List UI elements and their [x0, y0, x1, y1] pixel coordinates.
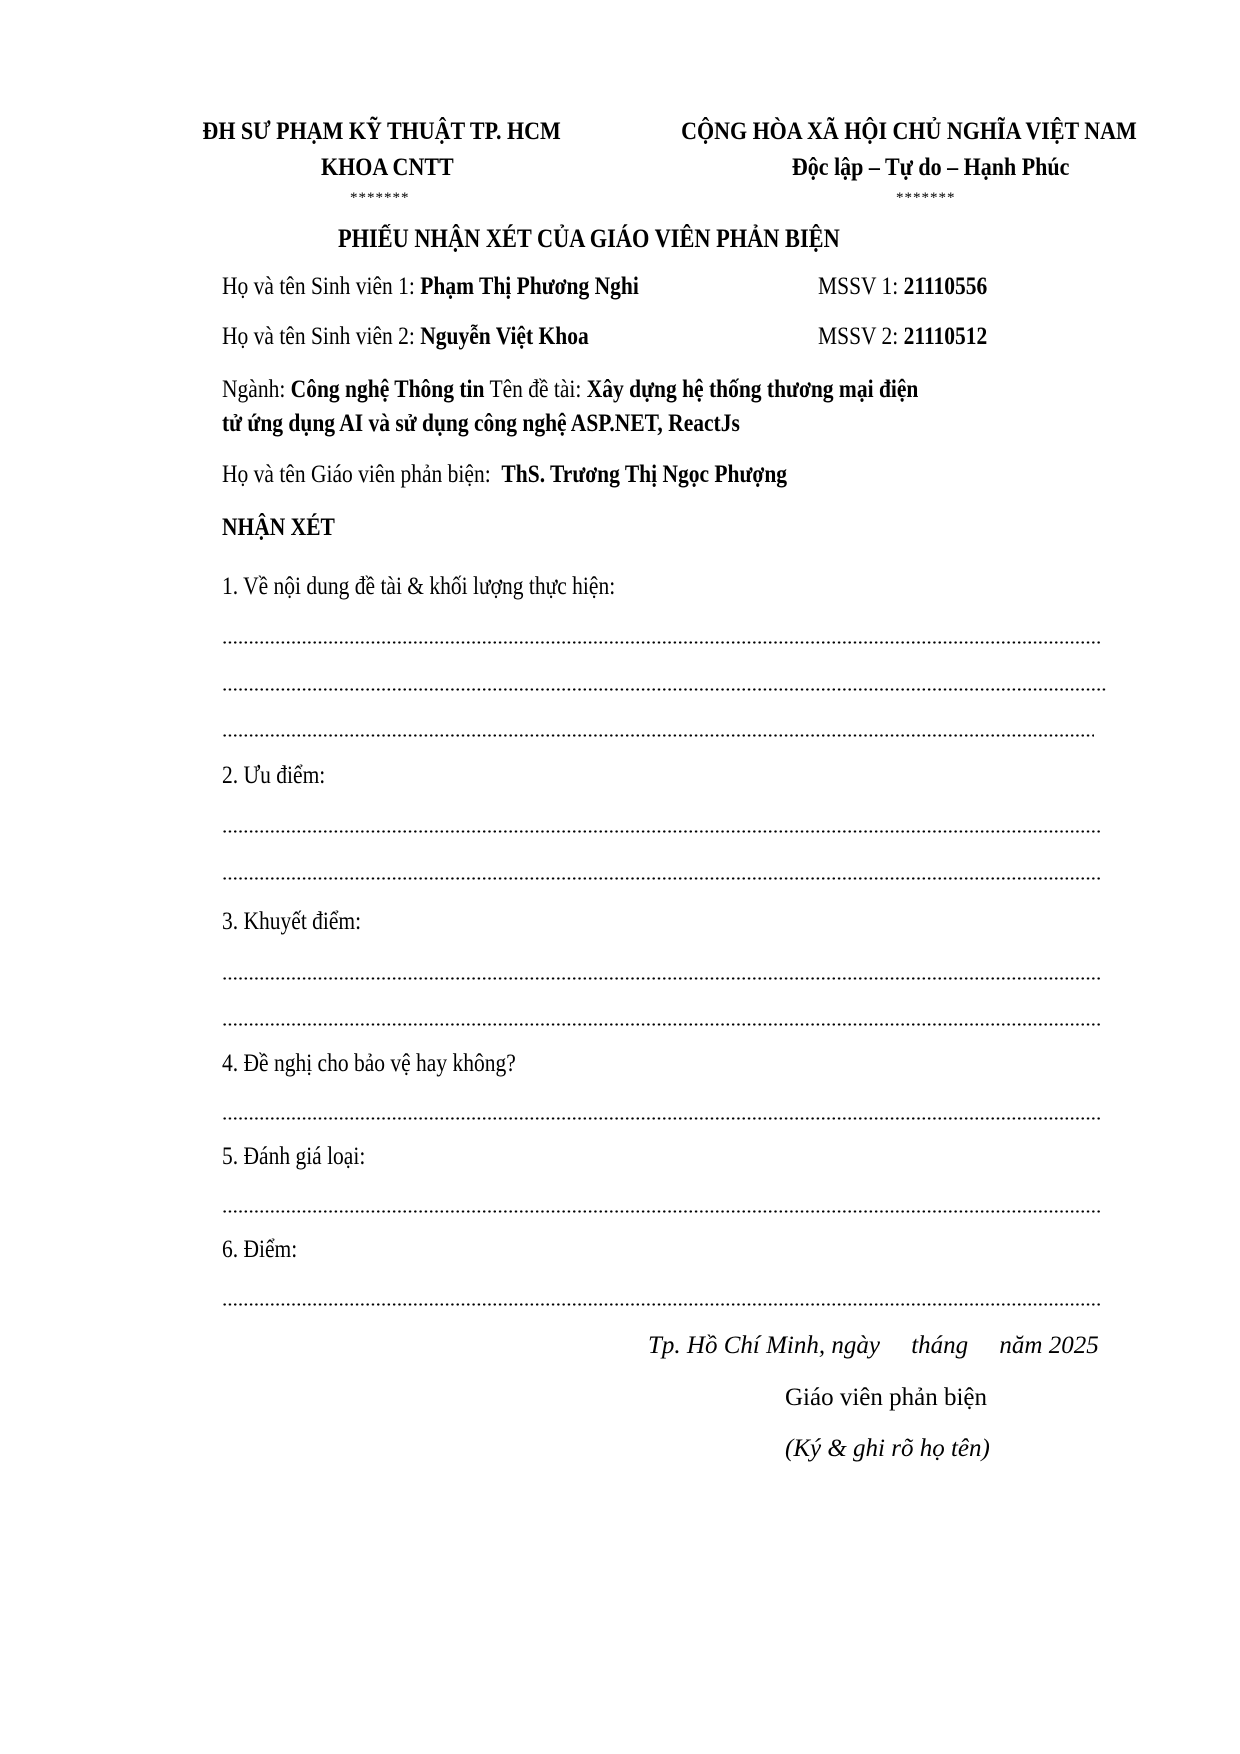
section-6-answer-line-1[interactable] — [222, 1303, 1100, 1306]
section-1-answer-line-1[interactable] — [222, 641, 1100, 644]
country-name: CỘNG HÒA XÃ HỘI CHỦ NGHĨA VIỆT NAM — [681, 118, 1137, 145]
section-4-answer-line-1[interactable] — [222, 1117, 1100, 1120]
section-6-label: 6. Điểm: — [222, 1236, 298, 1263]
section-2-label: 2. Ưu điểm: — [222, 762, 326, 789]
place-date: Tp. Hồ Chí Minh, ngày tháng năm 2025 — [648, 1332, 1099, 1359]
section-2-answer-line-1[interactable] — [222, 830, 1100, 833]
section-2-answer-line-2[interactable] — [222, 877, 1100, 880]
student-2-row — [222, 323, 648, 351]
faculty-name: KHOA CNTT — [321, 154, 454, 181]
national-motto: Độc lập – Tự do – Hạnh Phúc — [791, 154, 1070, 181]
student-2-name: Nguyễn Việt Khoa — [420, 323, 589, 350]
reviewer-name: ThS. Trương Thị Ngọc Phượng — [501, 461, 788, 488]
signer-role: Giáo viên phản biện — [785, 1384, 988, 1411]
left-stars-divider: ******* — [350, 190, 410, 206]
student-1-id-row — [818, 273, 1015, 301]
university-name: ĐH SƯ PHẠM KỸ THUẬT TP. HCM — [202, 118, 561, 145]
section-3-answer-line-1[interactable] — [222, 977, 1100, 980]
section-3-answer-line-2[interactable] — [222, 1023, 1100, 1026]
section-1-answer-line-2[interactable] — [222, 688, 1106, 691]
major-topic-row — [222, 376, 1032, 404]
student-1-name: Phạm Thị Phương Nghi — [420, 273, 639, 300]
major-label: Ngành: — [222, 376, 291, 403]
topic-title-line-1: Xây dựng hệ thống thương mại điện — [586, 376, 919, 403]
page-title: PHIẾU NHẬN XÉT CỦA GIÁO VIÊN PHẢN BIỆN — [338, 224, 840, 253]
student-1-name-label: Họ và tên Sinh viên 1: — [222, 273, 421, 300]
student-2-id-row — [818, 323, 1015, 351]
topic-title-line-2-row — [222, 410, 824, 438]
student-1-id-label: MSSV 1: — [818, 273, 904, 300]
topic-label: Tên đề tài: — [484, 376, 587, 403]
right-stars-divider: ******* — [896, 190, 956, 206]
section-5-label: 5. Đánh giá loại: — [222, 1143, 366, 1170]
major-value: Công nghệ Thông tin — [290, 376, 485, 403]
section-1-answer-line-3[interactable] — [222, 734, 1094, 737]
topic-title-line-2: tử ứng dụng AI và sử dụng công nghệ ASP.NET, ReactJs — [222, 410, 740, 437]
section-4-label: 4. Đề nghị cho bảo vệ hay không? — [222, 1050, 516, 1077]
section-3-label: 3. Khuyết điểm: — [222, 908, 362, 935]
section-1-label: 1. Về nội dung đề tài & khối lượng thực hiện: — [222, 573, 616, 600]
student-2-id-label: MSSV 2: — [818, 323, 904, 350]
signature-instruction: (Ký & ghi rõ họ tên) — [785, 1435, 990, 1462]
reviewer-label: Họ và tên Giáo viên phản biện: — [222, 461, 491, 488]
student-2-id: 21110512 — [903, 323, 988, 350]
reviewer-row — [222, 461, 879, 489]
student-1-row — [222, 273, 707, 301]
section-5-answer-line-1[interactable] — [222, 1210, 1100, 1213]
student-2-name-label: Họ và tên Sinh viên 2: — [222, 323, 421, 350]
comments-heading: NHẬN XÉT — [222, 514, 335, 541]
student-1-id: 21110556 — [903, 273, 988, 300]
